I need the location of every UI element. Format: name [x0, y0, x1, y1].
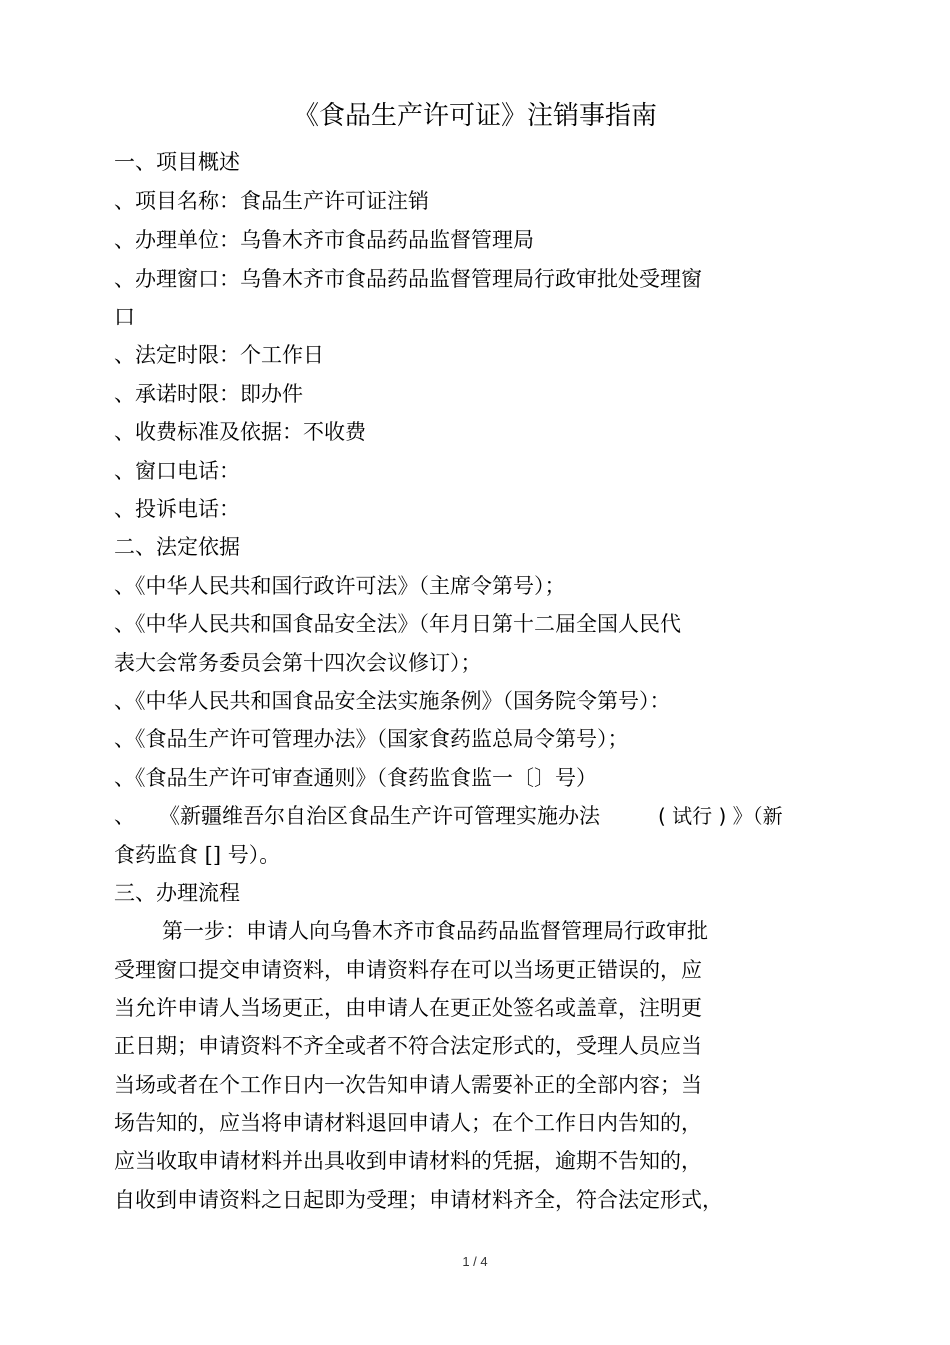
text-line: 、《中华人民共和国食品安全法》（年月日第十二届全国人民代: [114, 612, 681, 636]
paragraph-line: 受理窗口提交申请资料，申请资料存在可以当场更正错误的，应: [114, 958, 702, 982]
text-line: 、《食品生产许可管理办法》（国家食药监总局令第号）；: [114, 727, 629, 751]
section-heading-overview: 一、项目概述: [114, 150, 240, 174]
text-line: 、投诉电话：: [114, 497, 240, 521]
text-line: 、《中华人民共和国行政许可法》（主席令第号）；: [114, 574, 566, 598]
paragraph-line: 场告知的，应当将申请材料退回申请人；在个工作日内告知的，: [114, 1111, 702, 1135]
text-line: 食药监食 [] 号）。: [114, 843, 281, 867]
text-line: 、《食品生产许可审查通则》（食药监食监一〔〕号）: [114, 766, 597, 790]
paragraph-line: 当允许申请人当场更正，由申请人在更正处签名或盖章，注明更: [114, 996, 702, 1020]
paragraph-line: 正日期；申请资料不齐全或者不符合法定形式的，受理人员应当: [114, 1034, 702, 1058]
text-line: 、办理单位：乌鲁木齐市食品药品监督管理局: [114, 228, 534, 252]
section-heading-process: 三、办理流程: [114, 881, 240, 905]
paragraph-line: 应当收取申请材料并出具收到申请材料的凭据，逾期不告知的，: [114, 1149, 702, 1173]
page-number: 1 / 4: [462, 1254, 488, 1269]
text-fragment: 、: [114, 804, 135, 828]
text-line: 口: [114, 305, 135, 329]
text-line: 、法定时限：个工作日: [114, 343, 324, 367]
text-fragment: ( 试行 ) 》（新: [658, 804, 783, 828]
text-fragment: 《新疆维吾尔自治区食品生产许可管理实施办法: [159, 804, 600, 828]
section-heading-legal-basis: 二、法定依据: [114, 535, 240, 559]
document-title: 《食品生产许可证》注销事指南: [292, 101, 657, 131]
text-line: 、办理窗口：乌鲁木齐市食品药品监督管理局行政审批处受理窗: [114, 267, 702, 291]
text-line: 、收费标准及依据：不收费: [114, 420, 366, 444]
paragraph-line: 自收到申请资料之日起即为受理；申请材料齐全，符合法定形式，: [114, 1188, 723, 1212]
paragraph-line: 当场或者在个工作日内一次告知申请人需要补正的全部内容；当: [114, 1073, 702, 1097]
paragraph-first-line: 第一步：申请人向乌鲁木齐市食品药品监督管理局行政审批: [162, 919, 708, 943]
text-line-split: [114, 801, 783, 831]
text-line: 、承诺时限：即办件: [114, 382, 303, 406]
text-line: 表大会常务委员会第十四次会议修订）；: [114, 651, 482, 675]
text-line: 、《中华人民共和国食品安全法实施条例》（国务院令第号）：: [114, 689, 671, 713]
text-line: 、窗口电话：: [114, 459, 240, 483]
text-line: 、项目名称：食品生产许可证注销: [114, 189, 429, 213]
